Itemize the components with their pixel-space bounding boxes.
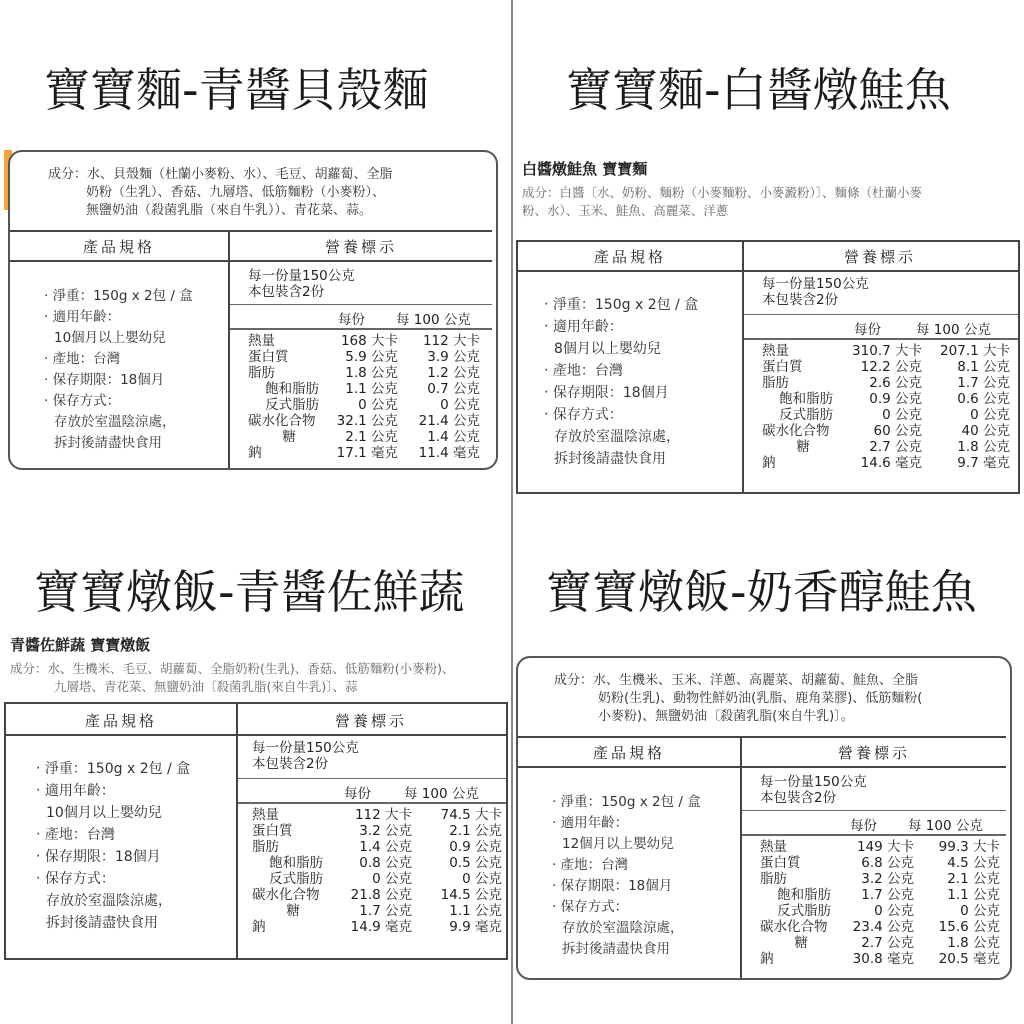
spec-item: ‧ 產地：台灣 [36,827,115,843]
nutrient-name: 反式脂肪 [762,407,834,423]
product-title: 寶寶麵-青醬貝殼麵 [44,63,429,117]
nutrient-row [248,334,480,350]
nutrient-row [762,456,1010,472]
nutrient-row [760,856,1000,872]
spec-item: 拆封後請盡快食用 [54,435,162,451]
spec-item: 10個月以上嬰幼兒 [54,330,166,346]
product-title: 寶寶燉飯-奶香醇鮭魚 [546,565,977,619]
nutrient-per-100g: 15.6 公克 [938,919,1000,935]
nutrient-row [760,904,1000,920]
nutrient-per-serving: 2.7 公克 [861,935,914,951]
nutrient-row [248,398,480,414]
nutrient-name: 糖 [252,903,300,919]
nutrient-per-serving: 0 公克 [882,407,922,423]
nutrient-per-100g: 0.9 公克 [449,839,502,855]
serving-size: 每一份量150公克 [252,740,359,756]
spec-item: ‧ 淨重：150g x 2包 / 盒 [36,761,191,777]
nutrient-per-100g: 112 大卡 [422,333,480,349]
ingredients-text [10,660,510,696]
nutrient-per-serving: 1.7 公克 [861,887,914,903]
nutrient-per-100g: 1.1 公克 [947,887,1000,903]
nutrient-name: 飽和脂肪 [248,381,320,397]
nutrient-name: 熱量 [248,333,275,349]
vertical-divider [511,0,513,1024]
spec-item: ‧ 淨重：150g x 2包 / 盒 [44,288,193,304]
nutrient-row [248,366,480,382]
serving-info [252,740,359,772]
spec-item: ‧ 保存期限：18個月 [552,878,673,894]
nutrient-row [252,888,502,904]
nutrient-per-100g: 0 公克 [440,397,480,413]
ingredients-line: 粉、水）、玉米、鮭魚、高麗菜、洋蔥 [522,203,729,218]
nutrient-per-serving: 0 公克 [874,903,914,919]
nutrient-per-serving: 30.8 毫克 [852,951,914,967]
nutrient-per-100g: 4.5 公克 [947,855,1000,871]
col-per-100g: 每 100 公克 [908,818,983,834]
spec-item: ‧ 適用年齡： [44,309,121,325]
nutrient-per-serving: 1.8 公克 [345,365,398,381]
nutrient-per-100g: 1.8 公克 [947,935,1000,951]
nutrient-per-serving: 0 公克 [372,871,412,887]
spec-item: ‧ 產地：台灣 [544,363,623,379]
header-rule [6,734,506,736]
nutrient-per-serving: 2.7 公克 [869,439,922,455]
nutrient-name: 蛋白質 [248,349,289,365]
spec-item: ‧ 保存期限：18個月 [544,385,669,401]
nutrient-name: 脂肪 [760,871,787,887]
nutrient-per-100g: 0.5 公克 [449,855,502,871]
nutrient-row [252,920,502,936]
nutrient-row [248,414,480,430]
spec-item: 12個月以上嬰幼兒 [562,836,674,852]
ingredients-line: 成分：白醬〔水、奶粉、麵粉（小麥麵粉、小麥澱粉）〕、麵條（杜蘭小麥 [522,185,923,200]
product-subtitle: 青醬佐鮮蔬 寶寶燉飯 [10,636,151,654]
serving-info [248,268,355,300]
nutrient-row [760,920,1000,936]
nutrient-per-serving: 23.4 公克 [852,919,914,935]
ingredients-line: 成分：水、生機米、毛豆、胡蘿蔔、全脂奶粉(生乳)、香菇、低筋麵粉(小麥粉)、 [10,661,455,676]
nutrient-name: 鈉 [760,951,774,967]
nutrient-name: 熱量 [252,807,279,823]
spec-item: ‧ 保存期限：18個月 [44,372,165,388]
nutrient-per-100g: 20.5 毫克 [938,951,1000,967]
nutrient-row [252,824,502,840]
nutrient-per-serving: 1.4 公克 [359,839,412,855]
nutrient-per-serving: 310.7 大卡 [852,343,922,359]
nutrient-per-100g: 1.8 公克 [957,439,1010,455]
nutrient-per-serving: 1.7 公克 [359,903,412,919]
nutrient-per-serving: 168 大卡 [340,333,398,349]
nutrient-per-serving: 60 公克 [873,423,922,439]
nutrient-per-serving: 3.2 公克 [359,823,412,839]
nutrient-per-100g: 40 公克 [961,423,1010,439]
nutrient-per-100g: 207.1 大卡 [940,343,1010,359]
product-title: 寶寶燉飯-青醬佐鮮蔬 [34,565,465,619]
nutrient-name: 脂肪 [762,375,789,391]
header-rule [518,270,1018,272]
nutrient-row [252,904,502,920]
nutrient-per-serving: 112 大卡 [354,807,412,823]
ingredients-line: 九層塔、青花菜、無鹽奶油〔殺菌乳脂(來自牛乳)〕、蒜 [54,679,358,694]
header-rule [518,766,1006,768]
nutrient-name: 碳水化合物 [248,413,316,429]
nutrient-row [760,936,1000,952]
nutrient-row [762,360,1010,376]
label-panel [516,240,1020,494]
servings-per-pack: 本包裝含2份 [762,292,839,308]
nutrient-per-serving: 17.1 毫克 [336,445,398,461]
nutrient-per-serving: 149 大卡 [856,839,914,855]
col-per-100g: 每 100 公克 [404,786,479,802]
ingredients-line: 成分：水、生機米、玉米、洋蔥、高麗菜、胡蘿蔔、鮭魚、全脂 [554,673,919,688]
servings-per-pack: 本包裝含2份 [252,756,329,772]
nutrient-name: 鈉 [762,455,776,471]
nutrient-name: 鈉 [248,445,262,461]
nutrient-name: 反式脂肪 [760,903,832,919]
spec-header: 產品規格 [84,712,157,730]
nutrient-per-100g: 9.7 毫克 [957,455,1010,471]
nutrition-table [10,230,492,468]
nutrient-name: 糖 [248,429,296,445]
rule [238,802,506,804]
nutrient-per-serving: 14.9 毫克 [350,919,412,935]
spec-item: ‧ 淨重：150g x 2包 / 盒 [544,297,699,313]
nutrient-per-100g: 1.2 公克 [427,365,480,381]
serving-size: 每一份量150公克 [248,268,355,284]
nutrient-per-serving: 0 公克 [358,397,398,413]
nutrient-name: 脂肪 [248,365,275,381]
nutrient-per-100g: 2.1 公克 [449,823,502,839]
nutrient-per-100g: 1.1 公克 [449,903,502,919]
ingredients-text [48,166,488,220]
ingredients-text [554,672,1004,726]
label-panel [4,702,508,960]
nutrient-row [760,888,1000,904]
nutrient-per-100g: 1.4 公克 [427,429,480,445]
nutrient-per-100g: 0.6 公克 [957,391,1010,407]
rule [230,304,492,305]
spec-item: 存放於室溫陰涼處， [46,893,172,909]
nutrient-per-100g: 21.4 公克 [418,413,480,429]
spec-item: 拆封後請盡快食用 [46,915,158,931]
nutrient-row [248,350,480,366]
spec-item: ‧ 保存方式： [36,871,115,887]
nutrient-per-100g: 1.7 公克 [957,375,1010,391]
nutrient-name: 熱量 [762,343,789,359]
nutrient-per-serving: 14.6 毫克 [860,455,922,471]
spec-item: ‧ 適用年齡： [36,783,115,799]
nutrient-per-100g: 99.3 大卡 [938,839,1000,855]
nutrient-name: 脂肪 [252,839,279,855]
nutrient-per-100g: 0 公克 [970,407,1010,423]
nutrient-per-serving: 3.2 公克 [861,871,914,887]
col-per-100g: 每 100 公克 [916,322,991,338]
nutrient-per-100g: 14.5 公克 [440,887,502,903]
nutrient-name: 碳水化合物 [252,887,320,903]
nutrient-per-serving: 2.6 公克 [869,375,922,391]
nutrient-name: 糖 [760,935,808,951]
nutrient-per-100g: 8.1 公克 [957,359,1010,375]
nutrient-row [762,408,1010,424]
nutrient-name: 糖 [762,439,810,455]
spec-item: ‧ 保存方式： [552,899,629,915]
label-panel [8,150,498,470]
product-title: 寶寶麵-白醬燉鮭魚 [566,63,951,117]
spec-list [36,758,190,934]
col-per-serving: 每份 [344,786,371,802]
servings-per-pack: 本包裝含2份 [760,790,837,806]
nutrient-per-serving: 0.8 公克 [359,855,412,871]
nutrition-header: 營養標示 [324,238,397,256]
nutrient-name: 反式脂肪 [248,397,320,413]
nutrient-per-serving: 2.1 公克 [345,429,398,445]
spec-item: 10個月以上嬰幼兒 [46,805,162,821]
nutrient-per-serving: 21.8 公克 [350,887,412,903]
nutrient-per-serving: 0.9 公克 [869,391,922,407]
label-panel [516,656,1012,980]
nutrient-name: 熱量 [760,839,787,855]
header-rule [10,260,492,262]
spec-item: 8個月以上嬰幼兒 [554,341,661,357]
nutrient-row [760,952,1000,968]
spec-item: 拆封後請盡快食用 [554,451,666,467]
nutrition-header: 營養標示 [843,248,916,266]
nutrient-name: 鈉 [252,919,266,935]
spec-list [544,294,698,470]
nutrient-per-100g: 74.5 大卡 [440,807,502,823]
spec-item: ‧ 保存方式： [44,393,121,409]
nutrient-per-serving: 32.1 公克 [336,413,398,429]
nutrient-row [252,808,502,824]
nutrient-per-100g: 0.7 公克 [427,381,480,397]
spec-item: 存放於室溫陰涼處， [562,920,684,936]
nutrient-row [762,392,1010,408]
nutrition-header: 營養標示 [334,712,407,730]
spec-item: 存放於室溫陰涼處， [554,429,680,445]
nutrient-name: 蛋白質 [252,823,293,839]
nutrient-name: 碳水化合物 [762,423,830,439]
nutrient-row [248,430,480,446]
nutrient-per-100g: 9.9 毫克 [449,919,502,935]
nutrient-name: 飽和脂肪 [252,855,324,871]
col-per-serving: 每份 [338,312,365,328]
rule [742,810,1006,811]
spec-header: 產品規格 [593,248,666,266]
ingredients-line: 成分：水、貝殼麵（杜蘭小麥粉、水）、毛豆、胡蘿蔔、全脂 [48,167,393,182]
nutrient-row [248,446,480,462]
nutrition-header: 營養標示 [837,744,910,762]
col-per-serving: 每份 [850,818,877,834]
ingredients-text [522,184,1022,220]
rule [230,328,492,330]
nutrient-row [252,840,502,856]
serving-info [762,276,869,308]
nutrient-row [252,872,502,888]
product-subtitle: 白醬燉鮭魚 寶寶麵 [522,160,648,178]
nutrient-row [762,376,1010,392]
rule [742,834,1006,836]
col-per-serving: 每份 [854,322,881,338]
nutrient-name: 蛋白質 [762,359,803,375]
nutrient-per-serving: 12.2 公克 [860,359,922,375]
spec-item: ‧ 淨重：150g x 2包 / 盒 [552,794,701,810]
nutrient-per-100g: 0 公克 [960,903,1000,919]
nutrient-row [252,856,502,872]
nutrient-per-100g: 3.9 公克 [427,349,480,365]
nutrient-name: 蛋白質 [760,855,801,871]
rule [744,338,1018,340]
spec-item: ‧ 保存期限：18個月 [36,849,161,865]
nutrient-row [762,440,1010,456]
servings-per-pack: 本包裝含2份 [248,284,325,300]
spec-list [552,792,701,960]
serving-size: 每一份量150公克 [760,774,867,790]
rule [744,314,1018,315]
spec-item: ‧ 保存方式： [544,407,623,423]
spec-item: ‧ 適用年齡： [544,319,623,335]
spec-header: 產品規格 [82,238,155,256]
spec-header: 產品規格 [592,744,665,762]
spec-item: ‧ 適用年齡： [552,815,629,831]
nutrient-per-serving: 1.1 公克 [345,381,398,397]
nutrient-row [762,344,1010,360]
rule [238,778,506,779]
nutrient-row [762,424,1010,440]
nutrient-row [248,382,480,398]
nutrition-table [518,736,1006,978]
spec-item: 存放於室溫陰涼處， [54,414,176,430]
serving-info [760,774,867,806]
nutrient-name: 飽和脂肪 [762,391,834,407]
nutrient-name: 碳水化合物 [760,919,828,935]
nutrient-row [760,840,1000,856]
ingredients-line: 無鹽奶油（殺菌乳脂（來自牛乳））、青花菜、蒜。 [86,203,373,218]
nutrient-per-100g: 0 公克 [462,871,502,887]
ingredients-line: 小麥粉)、無鹽奶油〔殺菌乳脂(來自牛乳)〕。 [598,709,854,724]
spec-list [44,286,193,454]
nutrient-name: 反式脂肪 [252,871,324,887]
nutrient-name: 飽和脂肪 [760,887,832,903]
spec-item: ‧ 產地：台灣 [44,351,121,367]
nutrient-per-100g: 11.4 毫克 [418,445,480,461]
col-per-100g: 每 100 公克 [396,312,471,328]
ingredients-line: 奶粉（生乳）、香菇、九層塔、低筋麵粉（小麥粉）、 [86,185,386,200]
spec-item: 拆封後請盡快食用 [562,941,670,957]
nutrient-per-100g: 2.1 公克 [947,871,1000,887]
nutrient-per-serving: 5.9 公克 [345,349,398,365]
nutrient-per-serving: 6.8 公克 [861,855,914,871]
nutrient-row [760,872,1000,888]
spec-item: ‧ 產地：台灣 [552,857,629,873]
ingredients-line: 奶粉(生乳)、動物性鮮奶油(乳脂、鹿角菜膠)、低筋麵粉( [598,691,923,706]
serving-size: 每一份量150公克 [762,276,869,292]
